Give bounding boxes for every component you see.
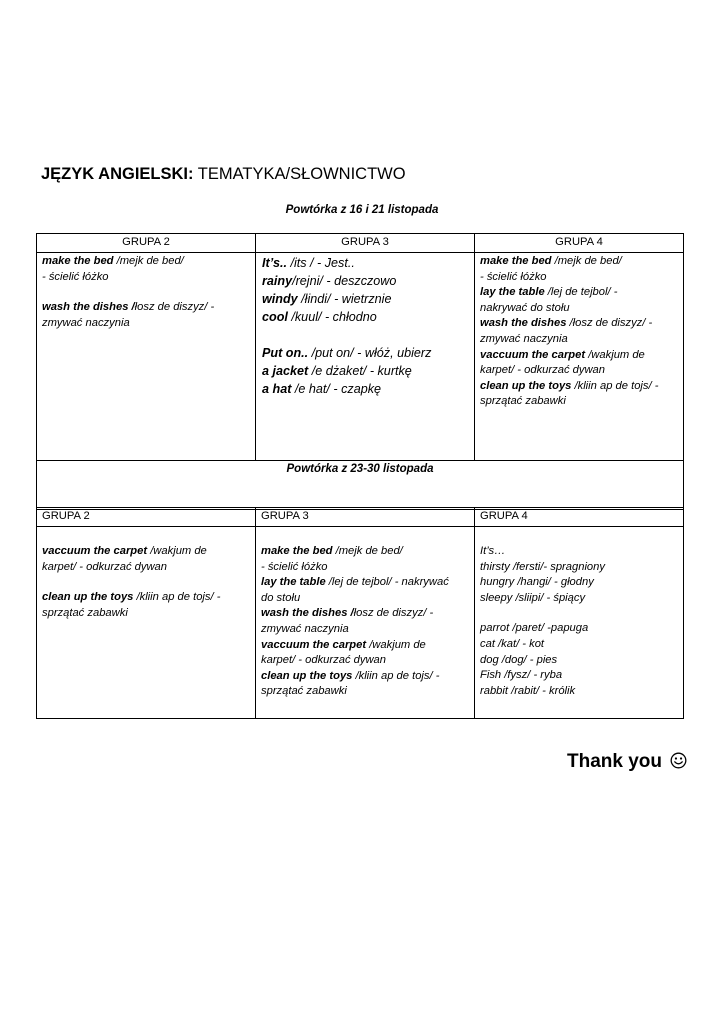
vocab-entry: rainy/rejni/ - deszczowo bbox=[262, 274, 397, 288]
vocab-entry: It’s.. /its / - Jest.. bbox=[262, 256, 355, 270]
vocab-entry: wash the dishes /łosz de diszyz/ - bbox=[261, 607, 434, 620]
table1-header-grupa4: GRUPA 4 bbox=[475, 234, 684, 253]
table2-header-row bbox=[37, 508, 684, 527]
vocab-entry: nakrywać do stołu bbox=[480, 301, 570, 314]
vocab-entry: - ścielić łóżko bbox=[480, 270, 547, 283]
vocab-entry: rabbit /rabit/ - królik bbox=[480, 684, 576, 697]
smiley-face-icon bbox=[670, 752, 687, 769]
vocab-entry: karpet/ - odkurzać dywan bbox=[42, 560, 167, 573]
vocab-entry: make the bed /mejk de bed/ bbox=[480, 255, 622, 267]
thank-you-text: Thank you bbox=[567, 751, 663, 772]
vocab-entry: zmywać naczynia bbox=[261, 622, 349, 635]
vocab-entry: vaccuum the carpet /wakjum de bbox=[261, 638, 426, 651]
table2-grupa4-cell bbox=[475, 527, 684, 719]
vocab-entry: make the bed /mejk de bed/ bbox=[261, 545, 403, 557]
vocab-entry: cool /kuul/ - chłodno bbox=[262, 310, 377, 324]
vocab-entry: vaccuum the carpet /wakjum de bbox=[42, 545, 207, 557]
vocab-entry: make the bed /mejk de bed/ bbox=[42, 255, 184, 267]
title-bold: JĘZYK ANGIELSKI: bbox=[41, 165, 194, 183]
vocab-entry: parrot /paret/ -papuga bbox=[480, 622, 589, 635]
table2-header-grupa4: GRUPA 4 bbox=[475, 508, 684, 527]
vocab-entry: hungry /hangi/ - głodny bbox=[480, 576, 594, 589]
vocab-entry: zmywać naczynia bbox=[42, 316, 130, 329]
vocab-entry: sprzątać zabawki bbox=[261, 685, 347, 698]
title-rest: TEMATYKA/SŁOWNICTWO bbox=[193, 165, 406, 183]
thank-you-note bbox=[567, 751, 687, 773]
vocab-entry: thirsty /fersti/- spragniony bbox=[480, 560, 605, 573]
vocab-entry: zmywać naczynia bbox=[480, 332, 568, 345]
table1-content-row bbox=[37, 253, 684, 461]
table-banner-row bbox=[37, 461, 684, 510]
subtitle-second-review-cell bbox=[37, 461, 684, 510]
vocab-entry: a jacket /e dżaket/ - kurtkę bbox=[262, 364, 412, 378]
vocab-entry: do stołu bbox=[261, 591, 301, 604]
vocab-entry: windy /łindi/ - wietrznie bbox=[262, 292, 392, 306]
vocab-table-1 bbox=[36, 233, 684, 510]
vocab-entry: It’s… bbox=[480, 545, 506, 557]
table1-header-grupa2: GRUPA 2 bbox=[37, 234, 256, 253]
subtitle-first-review: Powtórka z 16 i 21 listopada bbox=[285, 204, 439, 216]
vocab-entry: a hat /e hat/ - czapkę bbox=[262, 382, 382, 396]
table1-grupa2-cell bbox=[37, 253, 256, 461]
vocab-entry: karpet/ - odkurzać dywan bbox=[480, 364, 605, 377]
table1-header-row bbox=[37, 234, 684, 253]
vocab-entry: karpet/ - odkurzać dywan bbox=[261, 654, 386, 667]
vocab-entry: sprzątać zabawki bbox=[42, 606, 128, 619]
vocab-entry: cat /kat/ - kot bbox=[480, 637, 545, 650]
vocab-entry: Put on.. /put on/ - włóż, ubierz bbox=[262, 346, 432, 360]
table1-header-grupa3: GRUPA 3 bbox=[256, 234, 475, 253]
vocab-entry: lay the table /lej de tejbol/ - bbox=[480, 286, 618, 299]
vocab-entry: wash the dishes /łosz de diszyz/ - bbox=[42, 301, 215, 314]
vocab-entry: clean up the toys /kliin ap de tojs/ - bbox=[42, 591, 221, 604]
vocab-table-2 bbox=[36, 507, 684, 719]
document-title bbox=[41, 165, 406, 184]
vocab-entry: sleepy /sliipi/ - śpiący bbox=[480, 591, 586, 604]
vocab-entry: sprzątać zabawki bbox=[480, 395, 566, 408]
vocab-entry: dog /dog/ - pies bbox=[480, 653, 558, 666]
table2-header-grupa2: GRUPA 2 bbox=[37, 508, 256, 527]
subtitle-second-review: Powtórka z 23-30 listopada bbox=[286, 463, 434, 475]
table1-grupa4-cell bbox=[475, 253, 684, 461]
table1-grupa3-cell bbox=[256, 253, 475, 461]
vocab-entry: clean up the toys /kliin ap de tojs/ - bbox=[480, 379, 659, 392]
vocab-entry: vaccuum the carpet /wakjum de bbox=[480, 348, 645, 361]
vocab-entry: - ścielić łóżko bbox=[42, 270, 109, 283]
table2-header-grupa3: GRUPA 3 bbox=[256, 508, 475, 527]
vocab-entry: - ścielić łóżko bbox=[261, 560, 328, 573]
vocab-entry: lay the table /lej de tejbol/ - nakrywać bbox=[261, 576, 449, 589]
table2-grupa3-cell bbox=[256, 527, 475, 719]
vocab-entry: clean up the toys /kliin ap de tojs/ - bbox=[261, 669, 440, 682]
vocab-entry: Fish /fysz/ - ryba bbox=[480, 669, 563, 682]
vocab-entry: wash the dishes /łosz de diszyz/ - bbox=[480, 317, 653, 330]
table2-grupa2-cell bbox=[37, 527, 256, 719]
table2-content-row bbox=[37, 527, 684, 719]
